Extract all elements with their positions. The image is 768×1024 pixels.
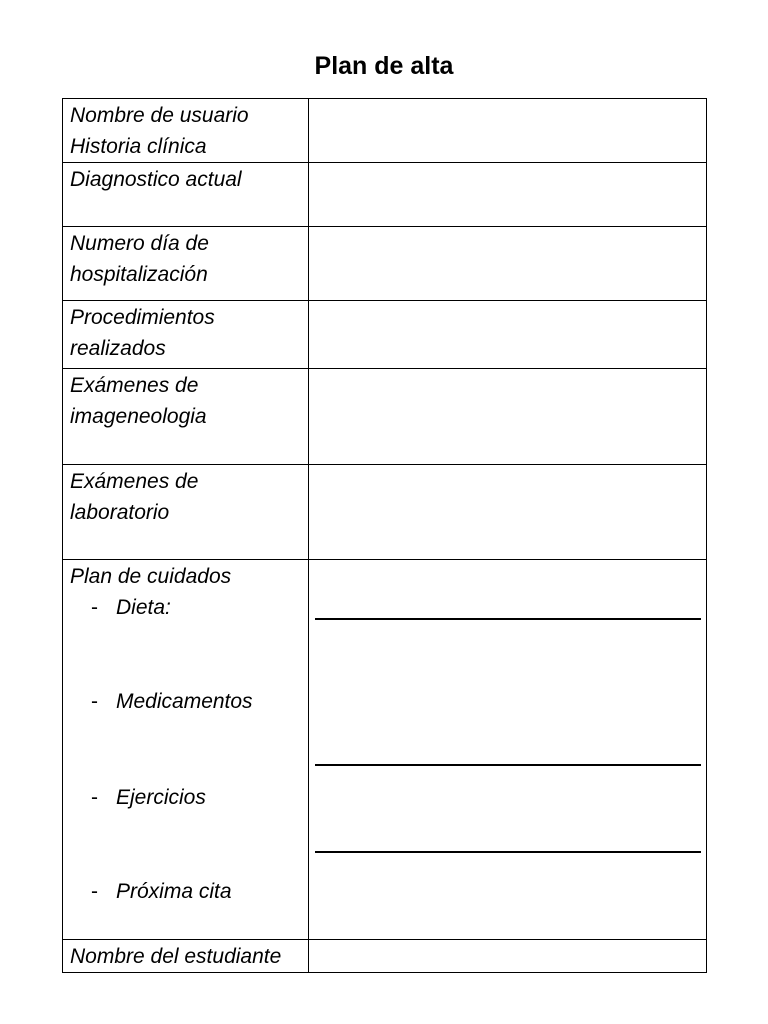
- lab-exams-value-field[interactable]: [309, 465, 707, 560]
- medication-answer-line[interactable]: [315, 764, 701, 766]
- table-row: [63, 99, 707, 163]
- hospital-day-value-field[interactable]: [309, 227, 707, 301]
- table-row: [63, 369, 707, 465]
- field-label-cell: [63, 99, 309, 163]
- field-label: realizados: [70, 337, 166, 360]
- bullet-dash: -: [91, 786, 98, 809]
- diagnosis-value-field[interactable]: [309, 163, 707, 227]
- discharge-plan-form: [62, 98, 707, 973]
- bullet-dash: -: [91, 690, 98, 713]
- field-label: Exámenes de: [70, 374, 199, 397]
- care-plan-label-cell: [63, 560, 309, 940]
- exercise-answer-line[interactable]: [315, 851, 701, 853]
- field-label: laboratorio: [70, 501, 170, 524]
- field-label: Exámenes de: [70, 470, 199, 493]
- student-name-value-field[interactable]: [309, 940, 707, 973]
- table-row: [63, 940, 707, 973]
- diet-answer-line[interactable]: [315, 618, 701, 620]
- student-name-label: Nombre del estudiante: [70, 945, 282, 968]
- table-row: [63, 163, 707, 227]
- field-label-cell: [63, 227, 309, 301]
- care-plan-item-label: Medicamentos: [116, 690, 253, 713]
- care-plan-heading: Plan de cuidados: [70, 565, 232, 588]
- field-label: Procedimientos: [70, 306, 215, 329]
- table-row: [63, 560, 707, 940]
- care-plan-item-label: Dieta:: [116, 596, 171, 619]
- field-label-cell: [63, 369, 309, 465]
- table-row: [63, 301, 707, 369]
- care-plan-value-cell[interactable]: [309, 560, 707, 940]
- field-label-cell: [63, 940, 309, 973]
- user-name-value-field[interactable]: [309, 99, 707, 163]
- imaging-exams-value-field[interactable]: [309, 369, 707, 465]
- field-label: Diagnostico actual: [70, 168, 242, 191]
- bullet-dash: -: [91, 880, 98, 903]
- care-plan-item-label: Ejercicios: [116, 786, 206, 809]
- bullet-dash: -: [91, 596, 98, 619]
- table-row: [63, 227, 707, 301]
- field-label-cell: [63, 301, 309, 369]
- field-label: Historia clínica: [70, 135, 207, 158]
- field-label-cell: [63, 465, 309, 560]
- procedures-value-field[interactable]: [309, 301, 707, 369]
- field-label: Nombre de usuario: [70, 104, 249, 127]
- field-label: imageneologia: [70, 405, 207, 428]
- field-label: hospitalización: [70, 263, 208, 286]
- field-label: Numero día de: [70, 232, 209, 255]
- field-label-cell: [63, 163, 309, 227]
- care-plan-item-label: Próxima cita: [116, 880, 232, 903]
- table-row: [63, 465, 707, 560]
- page-title: Plan de alta: [314, 52, 454, 80]
